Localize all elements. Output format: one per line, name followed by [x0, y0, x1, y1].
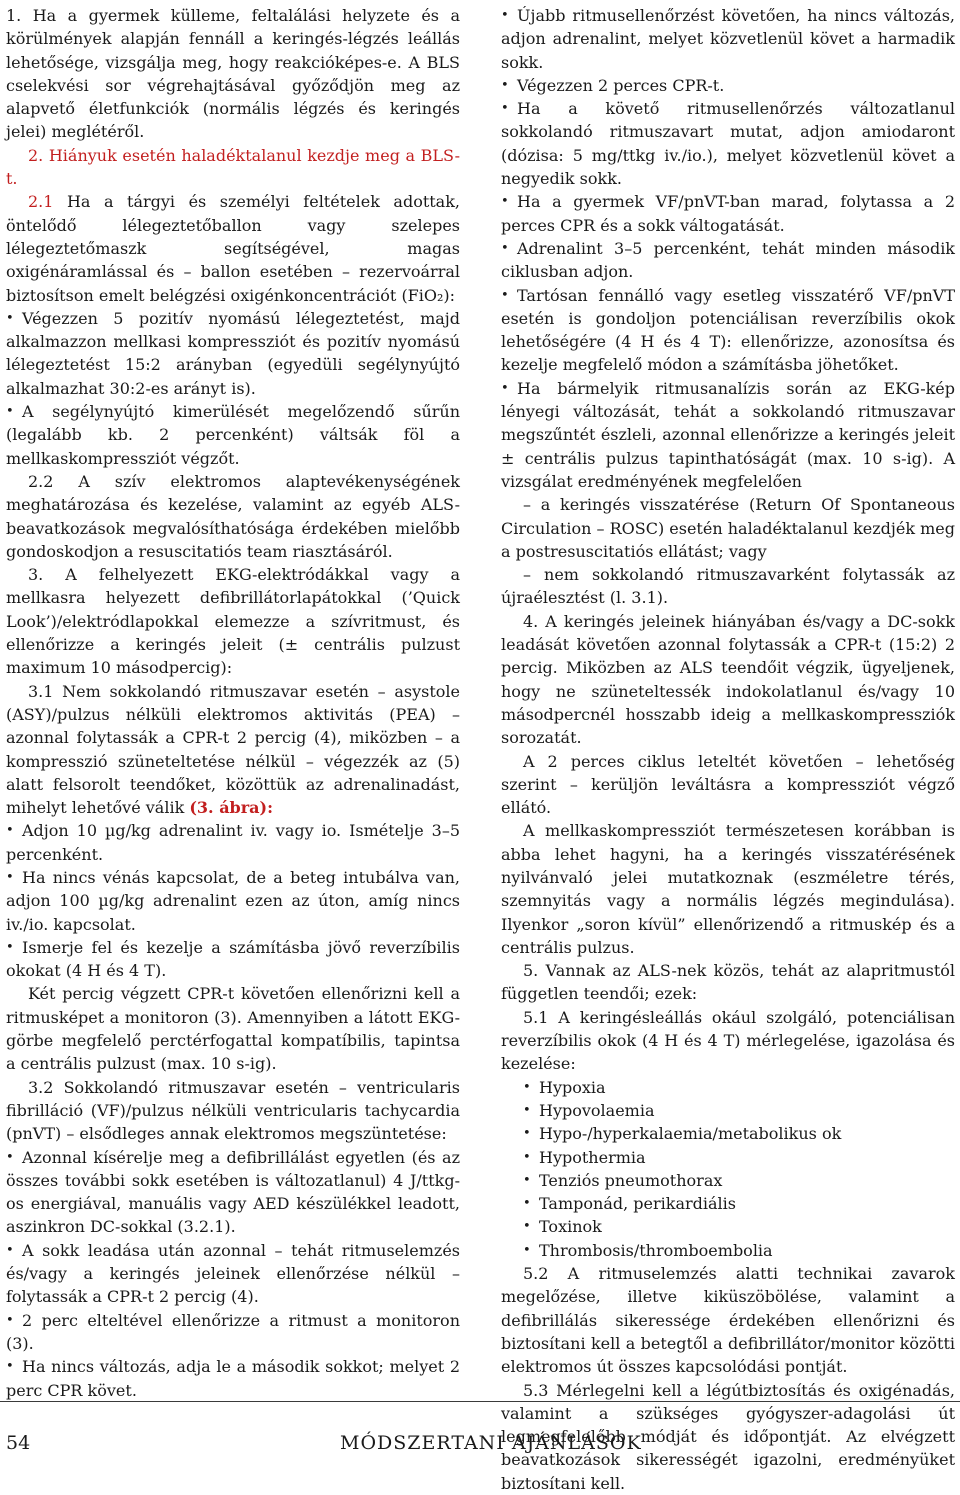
dash-non-shockable: – nem sokkolandó ritmuszavarként folytassák az újraélesztést (l. 3.1).: [501, 565, 955, 608]
step-2-1-text: Ha a tárgyi és személyi feltételek adottak, öntelődő lélegeztetőballon vagy szelepes lélegeztetőmaszk segítségével, magas oxigénáramlással és – ballon esetében – rezervoárral biztosítson emelt belégzési oxigénkoncentrációt (FiO₂):: [6, 192, 460, 305]
bullet-check-rhythm: • 2 perc elteltével ellenőrizze a ritmust a monitoron (3).: [6, 1309, 460, 1356]
paragraph-step-5-1: 5.1 A keringésleállás okául szolgáló, potenciálisan reverzíbilis okok (4 H és 4 T) mérlegelése, igazolása és kezelése:: [501, 1007, 955, 1074]
list-item: • Hypothermia: [523, 1146, 955, 1169]
bullet-adrenaline-cycle: • Adrenalint 3–5 percenként, tehát minden második ciklusban adjon.: [501, 237, 955, 284]
bullet-alternate: • Ha a gyermek VF/pnVT-ban marad, folytassa a 2 perces CPR és a sokk váltogatását.: [501, 190, 955, 237]
journal-title: MÓDSZERTANI AJÁNLÁSOK: [340, 1432, 642, 1454]
paragraph-step-2-2: 2.2 A szív elektromos alaptevékenységének meghatározása és kezelése, valamint az egyéb ALS-beavatkozások megvalósíthatósága érdekében mielőbb gondoskodjon a resuscitatiós team riasztásáról.: [6, 471, 460, 561]
step-3-1-text: 3.1 Nem sokkolandó ritmuszavar esetén – asystole (ASY)/pulzus nélküli elektromos aktivitás (PEA) – azonnal folytassák a CPR-t 2 percig (4), miközben – a kompresszió szüneteltetése nélkül – végezzék az (5) alatt felsorolt teendőket, közöttük az adrenalinadást, mihelyt lehetővé válik: [6, 681, 460, 818]
list-item: • Hypovolaemia: [523, 1099, 955, 1122]
bullet-adrenaline-tube: • Ha nincs vénás kapcsolat, de a beteg intubálva van, adjon 100 µg/kg adrenalint ezen az úton, amíg nincs iv./io. kapcsolat.: [6, 866, 460, 936]
paragraph-step-5-3: 5.3 Mérlegelni kell a légútbiztosítás és oxigénadás, valamint a szükséges gyógyszer-adagolási út legmegfelelőbb módját és időpontját. Az elvégzett beavatkozások sikerességét igazolni, eredményüket biztosítani kell.: [501, 1380, 955, 1493]
paragraph-step-3: 3. A felhelyezett EKG-elektródákkal vagy a mellkasra helyezett defibrillátorlapátokkal (’Quick Look’)/elektródlapokkal elemezze a szívritmust, és ellenőrizze a keringés jeleit (± centrális pulzust maximum 10 másodpercig):: [6, 565, 460, 678]
figure-reference: (3. ábra):: [189, 798, 274, 818]
right-column: [501, 4, 955, 1495]
bullet-third-shock: • Újabb ritmusellenőrzést követően, ha nincs változás, adjon adrenalint, melyet közvetlenül követ a harmadik sokk.: [501, 4, 955, 74]
step-2-text: 2. Hiányuk esetén haladéktalanul kezdje meg a BLS-t.: [6, 145, 460, 189]
bullet-ecg-change: • Ha bármelyik ritmusanalízis során az EKG-kép lényegi változását, tehát a sokkolandó ritmuszavar megszűntét észleli, azonnal ellenőrizze a keringés jeleit ± centrális pulzus tapinthatóságát (max. 10 s-ig). A vizsgálat eredményének megfelelően: [501, 377, 955, 493]
paragraph-step-3-1: [6, 680, 460, 820]
step-2-1-ref: 2.1: [28, 192, 54, 212]
bullet-defibrillation: • Azonnal kísérelje meg a defibrillálást egyetlen (és az összes további sokk esetében is változatlanul) 4 J/ttkg-os energiával, manuális vagy AED készülékkel leadott, aszinkron DC-sokkal (3.2.1).: [6, 1146, 460, 1239]
list-item: • Hypoxia: [523, 1076, 955, 1099]
paragraph-step-2: [6, 144, 460, 191]
paragraph-step-5-2: 5.2 A ritmuselemzés alatti technikai zavarok megelőzése, illetve kiküszöbölése, valamint a defibrillálás sikeressége érdekében ellenőrizni és biztosítani kell a betegtől a defibrillátor/monitor közötti elektromos út összes kapcsolódási pontját.: [501, 1264, 955, 1377]
bullet-continue-cpr: • A sokk leadása után azonnal – tehát ritmuselemzés és/vagy a keringés jeleinek ellenőrzése nélkül – folytassák a CPR-t 2 percig (4).: [6, 1239, 460, 1309]
paragraph-stop-compression: A mellkaskompressziót természetesen korábban is abba lehet hagyni, ha a keringés visszatérésének nyilvánvaló jelei mutatkoznak (eszméletre térés, szemnyitás vagy a normális légzés megindulása). Ilyenkor „soron kívül” ellenőrizendő a ritmuskép és a centrális pulzus.: [501, 821, 955, 957]
paragraph-step-1: 1. Ha a gyermek külleme, feltalálási helyzete és a körülmények alapján fennáll a keringés-légzés leállás lehetősége, vizsgálja meg, hogy reakcióképes-e. A BLS cselekvési sor végrehajtásával győződjön meg az alapvető életfunkciók (normális légzés és keringés jelei) meglétéről.: [6, 6, 460, 142]
list-item: • Tenziós pneumothorax: [523, 1169, 955, 1192]
paragraph-step-4: 4. A keringés jeleinek hiányában és/vagy a DC-sokk leadását követően azonnal folytassák a CPR-t (15:2) 2 percig. Miközben az ALS teendőit végzik, ügyeljenek, hogy ne szüneteltessék indokolatlanul és/vagy 10 másodpercnél hosszabb ideig a mellkaskompressziók sorozatát.: [501, 611, 955, 748]
paragraph-step-2-1: [6, 190, 460, 306]
paragraph-rhythm-check: Két percig végzett CPR-t követően ellenőrizni kell a ritmusképet a monitoron (3). Amennyiben a látott EKG-görbe megfelelő perctérfogattal kompatíbilis, tapintsa a centrális pulzust (max. 10 s-ig).: [6, 984, 460, 1074]
list-item: • Hypo-/hyperkalaemia/metabolikus ok: [523, 1122, 955, 1145]
dash-rosc: – a keringés visszatérése (Return Of Spontaneous Circulation – ROSC) esetén haladéktalanul kezdjék meg a postresuscitatiós ellátást; vagy: [501, 495, 955, 561]
paragraph-cycle-change: A 2 perces ciklus leteltét követően – lehetőség szerint – kerüljön leváltásra a kompressziót végző ellátó.: [501, 751, 955, 818]
bullet-cpr-2min: • Végezzen 2 perces CPR-t.: [501, 74, 955, 97]
bullet-second-shock: • Ha nincs változás, adja le a második sokkot; melyet 2 perc CPR követ.: [6, 1355, 460, 1402]
bullet-amiodarone: • Ha a követő ritmusellenőrzés változatlanul sokkolandó ritmuszavart mutat, adjon amiodaront (dózisa: 5 mg/ttkg iv./io.), melyet közvetlenül követ a negyedik sokk.: [501, 97, 955, 190]
list-item: • Thrombosis/thromboembolia: [523, 1239, 955, 1262]
bullet-reversible-causes: • Ismerje fel és kezelje a számításba jövő reverzíbilis okokat (4 H és 4 T).: [6, 936, 460, 983]
bullet-persistent-vf: • Tartósan fennálló vagy esetleg visszatérő VF/pnVT esetén is gondoljon potenciálisan reverzíbilis okok lehetőségére (4 H és 4 T): ellenőrizze, azonosítsa és kezelje megfelelő módon a számításba jöhetőket.: [501, 284, 955, 377]
page-number: 54: [6, 1432, 31, 1454]
causes-list: [501, 1076, 955, 1262]
footer-divider: [0, 1401, 960, 1402]
paragraph-step-3-2: 3.2 Sokkolandó ritmuszavar esetén – ventricularis fibrilláció (VF)/pulzus nélküli ventricularis tachycardia (pnVT) – elsődleges annak elektromos megszüntetése:: [6, 1077, 460, 1144]
bullet-rescuer-change: • A segélynyújtó kimerülését megelőzendő sűrűn (legalább kb. 2 percenként) váltsák föl a mellkaskompressziót végzőt.: [6, 400, 460, 470]
left-column: [6, 4, 460, 1402]
list-item: • Tamponád, perikardiális: [523, 1192, 955, 1215]
paragraph-step-5: 5. Vannak az ALS-nek közös, tehát az alapritmustól független teendői; ezek:: [501, 961, 955, 1004]
bullet-ventilation: • Végezzen 5 pozitív nyomású lélegeztetést, majd alkalmazzon mellkasi kompressziót és pozitív nyomású lélegeztetést 15:2 arányban (egyedüli segélynyújtó alkalmazhat 30:2-es arányt is).: [6, 307, 460, 400]
list-item: • Toxinok: [523, 1215, 955, 1238]
bullet-adrenaline-dose: • Adjon 10 µg/kg adrenalint iv. vagy io. Ismételje 3–5 percenként.: [6, 819, 460, 866]
